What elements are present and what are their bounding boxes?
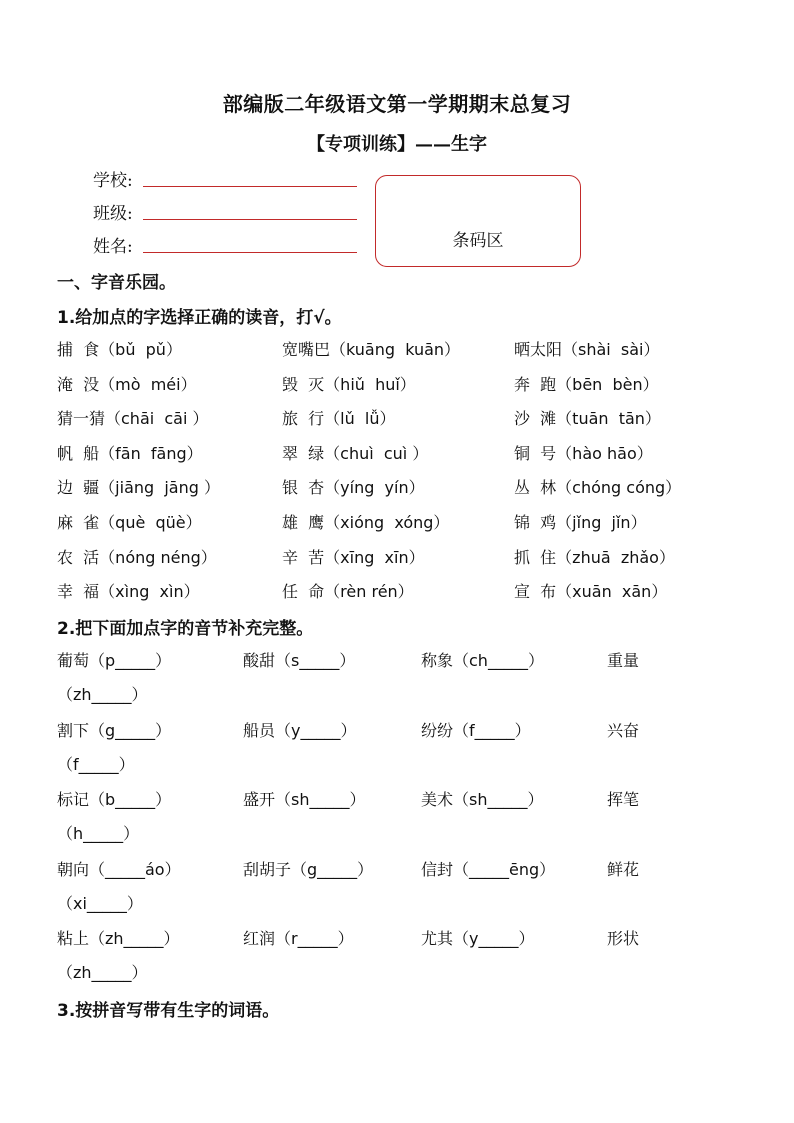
q2-item[interactable]: 信封（_____ēng） [421,859,556,879]
q1-item[interactable]: 宣 布（xuān xān） [514,582,668,602]
q2-item[interactable]: 重量 [607,651,640,670]
q2-item[interactable]: 形状 [607,929,640,948]
class-label: 班级: [93,204,133,224]
q1-item[interactable]: 奔 跑（bēn bèn） [514,374,659,394]
q2-wrap-item[interactable]: （f_____） [57,754,135,774]
q1-item[interactable]: 雄 鹰（xióng xóng） [282,513,450,532]
q2-item[interactable]: 美术（sh_____） [421,790,544,809]
q2-item[interactable]: 葡萄（p_____） [57,651,172,670]
q1-item[interactable]: 淹 没（mò méi） [57,374,197,394]
school-field[interactable] [93,166,133,190]
q1-item[interactable]: 猜一猜（chāi cāi ） [57,409,209,429]
q1-item[interactable]: 麻 雀（què qüè） [57,513,202,532]
q2-wrap-item[interactable]: （zh_____） [57,963,148,982]
q1-item[interactable]: 丛 林（chóng cóng） [514,478,682,498]
q1-item[interactable]: 幸 福（xìng xìn） [57,582,200,602]
q2-item[interactable]: 称象（ch_____） [421,651,544,670]
name-label: 姓名: [93,237,133,257]
q1-item[interactable]: 毁 灭（hiǔ huǐ） [282,374,416,394]
name-field[interactable] [93,232,133,256]
page-subtitle: 【专项训练】——生字 [307,134,487,155]
q1-item[interactable]: 抓 住（zhuā zhǎo） [514,547,675,567]
q1-item[interactable]: 铜 号（hào hāo） [514,443,653,463]
q2-wrap-item[interactable]: （zh_____） [57,685,148,704]
q2-item[interactable]: 割下（g_____） [57,720,172,740]
q2-item[interactable]: 纷纷（f_____） [421,720,531,740]
q2-item[interactable]: 尤其（y_____） [421,929,535,948]
q2-wrap-item[interactable]: （h_____） [57,824,140,843]
q2-wrap-item[interactable]: （xi_____） [57,893,143,913]
q1-item[interactable]: 旅 行（lǔ lǚ） [282,409,396,429]
section-heading-1: 一、字音乐园。 [57,273,176,293]
q2-item[interactable]: 粘上（zh_____） [57,929,180,948]
q1-item[interactable]: 宽嘴巴（kuāng kuān） [282,340,461,359]
q2-item[interactable]: 朝向（_____áo） [57,859,181,879]
question-1-instruction: 1.给加点的字选择正确的读音，打√。 [57,308,342,328]
q2-item[interactable]: 鲜花 [607,859,640,879]
q1-item[interactable]: 辛 苦（xīng xīn） [282,547,425,567]
question-3-instruction: 3.按拼音写带有生字的词语。 [57,1001,280,1021]
q2-item[interactable]: 刮胡子（g_____） [243,859,374,879]
school-label: 学校: [93,171,133,191]
q1-item[interactable]: 边 疆（jiāng jāng ） [57,478,220,498]
q1-item[interactable]: 锦 鸡（jǐng jǐn） [514,513,647,532]
q2-item[interactable]: 盛开（sh_____） [243,790,366,809]
q2-item[interactable]: 红润（r_____） [243,929,354,948]
q2-item[interactable]: 挥笔 [607,790,640,809]
class-underline [143,219,357,220]
q1-item[interactable]: 任 命（rèn rén） [282,582,414,602]
question-2-instruction: 2.把下面加点字的音节补充完整。 [57,619,314,639]
q1-item[interactable]: 银 杏（yíng yín） [282,478,425,498]
name-underline [143,252,357,253]
barcode-label: 条码区 [452,231,504,251]
school-underline [143,186,357,187]
q2-item[interactable]: 酸甜（s_____） [243,651,356,670]
q1-item[interactable]: 晒太阳（shài sài） [514,340,660,359]
q1-item[interactable]: 捕 食（bǔ pǔ） [57,340,182,359]
q2-item[interactable]: 船员（y_____） [243,720,357,740]
q2-item[interactable]: 兴奋 [607,720,640,740]
page-title: 部编版二年级语文第一学期期末总复习 [222,92,572,116]
q1-item[interactable]: 帆 船（fān fāng） [57,443,203,463]
q1-item[interactable]: 农 活（nóng néng） [57,547,217,567]
q2-item[interactable]: 标记（b_____） [57,790,172,809]
class-field[interactable] [93,199,133,223]
barcode-area [375,175,581,267]
q1-item[interactable]: 沙 滩（tuān tān） [514,409,661,429]
q1-item[interactable]: 翠 绿（chuì cuì ） [282,443,429,463]
